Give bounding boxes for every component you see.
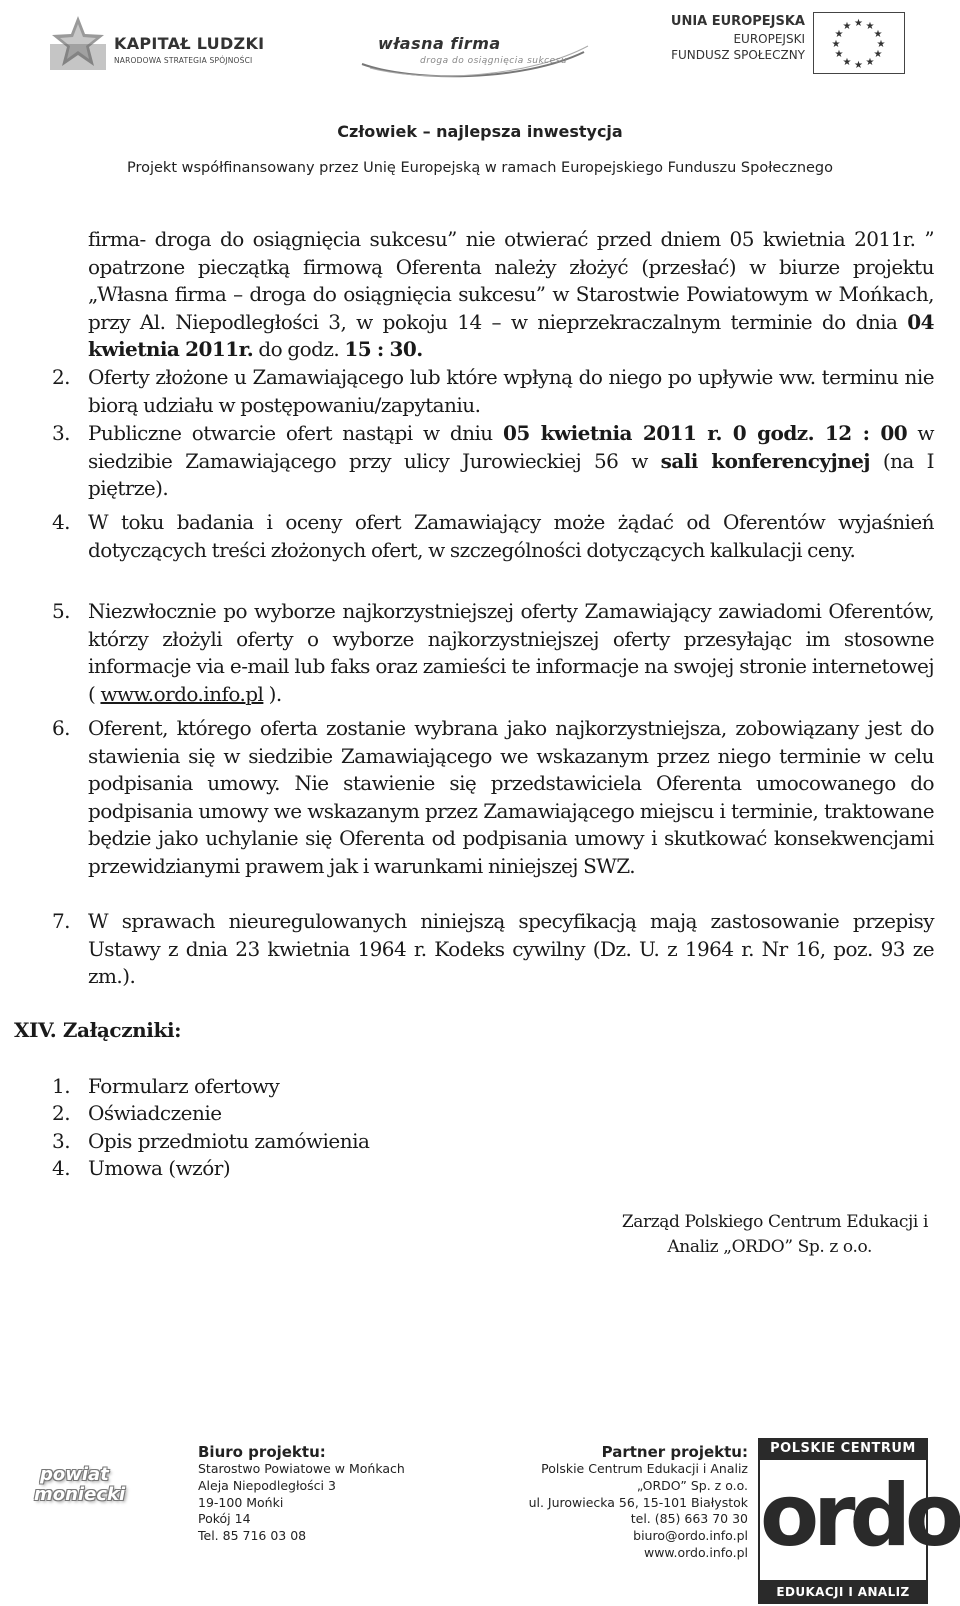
eu-line-1: UNIA EUROPEJSKA bbox=[670, 14, 805, 29]
project-office-line: Pokój 14 bbox=[198, 1511, 251, 1527]
project-partner-line: Polskie Centrum Edukacji i Analiz bbox=[541, 1461, 748, 1476]
ordo-logo-word: ordo bbox=[760, 1466, 959, 1566]
section-14-heading: XIV. Załączniki: bbox=[14, 1018, 182, 1042]
svg-text:★: ★ bbox=[854, 60, 863, 71]
signature-line-2: Analiz „ORDO” Sp. z o.o. bbox=[667, 1237, 872, 1257]
svg-text:★: ★ bbox=[831, 39, 841, 50]
kapital-ludzki-star-icon bbox=[50, 14, 106, 70]
attachment-item: Opis przedmiotu zamówienia bbox=[88, 1129, 370, 1153]
attachment-number: 1. bbox=[52, 1074, 71, 1098]
svg-text:★: ★ bbox=[873, 49, 883, 60]
svg-text:★: ★ bbox=[842, 57, 852, 68]
powiat-logo-line-2: moniecki bbox=[34, 1484, 126, 1505]
motto: Człowiek – najlepsza inwestycja bbox=[337, 122, 623, 141]
ordo-logo-body bbox=[758, 1460, 959, 1580]
attachment-item: Umowa (wzór) bbox=[88, 1156, 231, 1180]
item-3-number: 3. bbox=[52, 421, 70, 445]
attachment-item: Oświadczenie bbox=[88, 1101, 222, 1125]
powiat-moniecki-logo bbox=[26, 1462, 126, 1514]
svg-text:★: ★ bbox=[873, 29, 883, 40]
item-3-paragraph bbox=[88, 420, 934, 503]
svg-text:★: ★ bbox=[865, 57, 875, 68]
item-5-text-1: Niezwłocznie po wyborze najkorzystniejszej oferty Zamawiający zawiadomi Oferentów, którzy złożyli oferty o wyborze najkorzystniejszej oferty przesyłając im stosowne informacje via e-mail lub faks oraz zamieści te informacje na swojej stronie internetowej ( bbox=[88, 599, 934, 706]
item-6-number: 6. bbox=[52, 716, 70, 740]
intro-paragraph bbox=[88, 226, 934, 364]
svg-text:★: ★ bbox=[865, 21, 875, 32]
kapital-ludzki-logo bbox=[50, 14, 270, 74]
project-office-line: Tel. 85 716 03 08 bbox=[198, 1528, 307, 1544]
item-7-number: 7. bbox=[52, 909, 70, 933]
wlasna-firma-title: własna firma bbox=[378, 34, 501, 53]
project-partner-line: biuro@ordo.info.pl bbox=[633, 1528, 748, 1544]
item-2-text: Oferty złożone u Zamawiającego lub które wpłyną do niego po upływie ww. terminu nie biorą udziału w postępowaniu/zapytaniu. bbox=[88, 365, 934, 417]
svg-text:★: ★ bbox=[854, 18, 863, 29]
powiat-logo-line-1: powiat bbox=[40, 1464, 109, 1485]
eu-logo-block bbox=[655, 12, 905, 74]
intro-text-1: firma- droga do osiągnięcia sukcesu” nie otwierać przed dniem 05 kwietnia 2011r. ” opatrzone pieczątką firmową Oferenta należy złożyć (przesłać) w biurze projektu „Własna firma – droga do osiągnięcia sukcesu” w Starostwie Powiatowym w Mońkach, przy Al. Niepodległości 3, w pokoju 14 – w nieprzekraczalnym terminie do dnia bbox=[88, 227, 934, 334]
project-office-block bbox=[198, 1443, 405, 1545]
kapital-ludzki-title: KAPITAŁ LUDZKI bbox=[114, 34, 265, 53]
ordo-logo bbox=[758, 1438, 959, 1606]
project-office-line: 19-100 Mońki bbox=[198, 1494, 284, 1510]
project-office-heading: Biuro projektu: bbox=[198, 1443, 326, 1461]
item-5-number: 5. bbox=[52, 599, 70, 623]
item-3-text-2: w siedzibie Zamawiającego przy ulicy Jurowieckiej 56 w bbox=[88, 421, 934, 473]
wlasna-firma-tagline: droga do osiągnięcia sukcesu bbox=[420, 56, 568, 66]
project-partner-line: tel. (85) 663 70 30 bbox=[630, 1511, 748, 1527]
attachment-item: Formularz ofertowy bbox=[88, 1074, 280, 1098]
svg-text:★: ★ bbox=[876, 39, 886, 50]
project-partner-line: www.ordo.info.pl bbox=[643, 1544, 748, 1560]
item-4-text: W toku badania i oceny ofert Zamawiający może żądać od Oferentów wyjaśnień dotyczących treści złożonych ofert, w szczególności dotyczących kalkulacji ceny. bbox=[88, 510, 934, 562]
project-partner-line: ul. Jurowiecka 56, 15-101 Białystok bbox=[528, 1494, 748, 1510]
item-3-text-1: Publiczne otwarcie ofert nastąpi w dniu bbox=[88, 421, 503, 445]
signature-line-1: Zarząd Polskiego Centrum Edukacji i bbox=[621, 1212, 928, 1232]
intro-deadline-time: 15 : 30. bbox=[344, 337, 423, 361]
project-partner-block bbox=[490, 1443, 748, 1562]
project-partner-line: „ORDO” Sp. z o.o. bbox=[636, 1477, 748, 1493]
eu-line-2: EUROPEJSKI bbox=[733, 32, 805, 46]
item-6-text: Oferent, którego oferta zostanie wybrana jako najkorzystniejsza, zobowiązany jest do stawienia się w siedzibie Zamawiającego we wskazanym przez niego terminie w celu podpisania umowy. Nie stawienie się przedstawiciela Oferenta umocowanego do podpisania umowy we wskazanym przez Zamawiającego miejscu i terminie, traktowane będzie jako uchylanie się Oferenta od podpisania umowy i skutkować konsekwencjami przewidzianymi prawem jak i warunkami niniejszej SWZ. bbox=[88, 716, 934, 878]
intro-text-2: do godz. bbox=[253, 337, 345, 361]
svg-text:★: ★ bbox=[834, 49, 844, 60]
item-2-number: 2. bbox=[52, 365, 70, 389]
kapital-ludzki-subtitle: NARODOWA STRATEGIA SPÓJNOŚCI bbox=[114, 56, 253, 65]
project-office-line: Aleja Niepodległości 3 bbox=[198, 1477, 336, 1493]
ordo-logo-top: POLSKIE CENTRUM bbox=[758, 1438, 928, 1460]
intro-deadline-date: 04 kwietnia 2011r. bbox=[88, 309, 934, 361]
item-3-opening-date: 05 kwietnia 2011 r. 0 godz. 12 : 00 bbox=[502, 421, 908, 445]
eu-flag-icon bbox=[813, 12, 905, 74]
project-office-line: Starostwo Powiatowe w Mońkach bbox=[198, 1461, 405, 1476]
item-5-paragraph bbox=[88, 598, 934, 708]
eu-line-3: FUNDUSZ SPOŁECZNY bbox=[671, 48, 805, 62]
cofinancing-line: Projekt współfinansowany przez Unię Europejską w ramach Europejskiego Funduszu Społecznego bbox=[126, 160, 834, 176]
attachment-number: 3. bbox=[52, 1129, 71, 1153]
project-partner-heading: Partner projektu: bbox=[601, 1443, 748, 1461]
ordo-logo-bottom: EDUKACJI I ANALIZ bbox=[758, 1580, 928, 1604]
ordo-website-link[interactable]: www.ordo.info.pl bbox=[100, 681, 264, 706]
item-3-room: sali konferencyjnej bbox=[660, 448, 870, 473]
svg-text:★: ★ bbox=[834, 29, 844, 40]
item-3-text-3: (na I piętrze). bbox=[88, 448, 934, 500]
svg-text:★: ★ bbox=[842, 21, 852, 32]
attachment-number: 4. bbox=[52, 1156, 71, 1180]
item-4-number: 4. bbox=[52, 510, 70, 534]
wlasna-firma-logo bbox=[352, 26, 592, 78]
item-5-text-2: ). bbox=[263, 681, 282, 706]
item-7-text: W sprawach nieuregulowanych niniejszą specyfikacją mają zastosowanie przepisy Ustawy z dnia 23 kwietnia 1964 r. Kodeks cywilny (Dz. U. z 1964 r. Nr 16, poz. 93 ze zm.). bbox=[88, 909, 934, 988]
attachment-number: 2. bbox=[52, 1101, 71, 1125]
